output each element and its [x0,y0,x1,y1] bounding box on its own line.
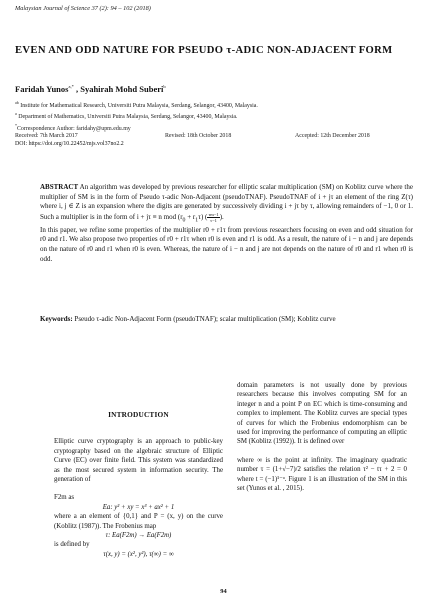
affiliation-text: Department of Mathematics, Universiti Putra Malaysia, Serdang, Selangor, 43400, Malaysia. [18,114,238,121]
affiliation-marker: a [15,111,17,117]
affiliation-a [15,99,435,110]
subscript: 1 [195,217,199,224]
intro-paragraph: where ∞ is the point at infinity. The imaginary quadratic number τ = (1+√−7)/2 satisfies the relation τ² − tτ + 2 = 0 where t = (−1)¹⁻ᵃ. Figure 1 is an illustration of the SM in this set (Yunos et al. , 2015). [237,456,407,493]
author-superscript: b [163,84,166,90]
intro-paragraph: domain parameters is not usually done by previous researchers because this involves computing SM for an integer n and a point P on EC which is time-consuming and complex to implement. The Koblitz curves are special types of curves for which the Frobenius endomorphism can be used for improving the performance of computing an elliptic SM (Koblitz (1992)). It is defined over [237,382,407,446]
abstract-text: τ) ( [198,212,208,221]
dates-row [15,133,435,140]
affiliation-marker: ab [15,100,19,105]
author-separator: , [73,84,81,94]
equation-frobenius-definition: τ(x, y) = (x², y²), τ(∞) = ∞ [103,550,174,558]
affiliation-marker: * [15,122,17,128]
left-column [54,410,223,559]
keywords [40,315,413,325]
right-column [237,381,407,493]
subscript: 0 [182,217,186,224]
abstract-text: An algorithm was developed by previous researcher for elliptic scalar multiplication (SM) on Koblitz curve where the multiplier of SM is in the form of Pseudo τ-adic Non-Adjacent (pseudoTNAF). PseudoTNAF of i + jτ an element of the ring Z(τ) where i, j ∈ Z is an expansion where the digits are generated by successively dividing i + jτ by τ, allowing remainders of −1, 0 or 1. Such a multiplier is in the form of i + jτ ≡ n mod (r [40,183,413,221]
paper-title: EVEN AND ODD NATURE FOR PSEUDO τ-ADIC NON-ADJACENT FORM [15,45,393,56]
equation-frobenius-map: τ: Ea(F2m) → Ea(F2m) [105,532,172,540]
abstract-text: ). [219,212,224,221]
intro-text: F2m as [54,494,75,502]
fraction-numerator: τm−1 [208,211,219,217]
affiliation-b [15,110,435,121]
fraction-denominator: τ−1 [210,217,217,223]
doi-link[interactable]: DOI: https://doi.org/10.22452/mjs.vol37no2.2 [15,140,124,147]
abstract-paragraph-2: In this paper, we refine some properties of the multiplier r0 + r1τ from previous researchers focusing on even and odd situation for r0 and r1. We also propose two properties of r0 + r1τ when r0 is even and r1 is odd. As a result, the nature of i − n and j are depends on the nature of r0 and r1 when r0 is even. Whereas, the nature of i − n and j are not depends on the nature of r0 and r1 when r0 is odd. [40,225,413,263]
affiliation-text: Institute for Mathematical Research, Universiti Putra Malaysia, Serdang, Selangor, 43400, Malaysia. [20,102,258,109]
doi-row [15,141,435,148]
author-line [15,84,166,94]
affiliations [15,99,435,148]
correspondence-text[interactable]: Correspondence Author: faridahy@upm.edu.my [17,125,131,132]
fraction [207,212,219,223]
abstract-paragraph-1 [40,183,413,226]
equation-curve: Ea: y² + xy = x³ + ax² + 1 [102,503,175,511]
author-superscript: a,* [68,84,74,90]
abstract-text: + r [185,212,196,221]
author-name: Faridah Yunos [15,84,69,94]
accepted-date: Accepted: 12th December 2018 [295,133,370,140]
abstract-label: ABSTRACT [40,183,79,191]
journal-header: Malaysian Journal of Science 37 (2): 94 – 102 (2018) [15,5,151,12]
author-name: Syahirah Mohd Suberi [80,84,164,94]
abstract [40,183,413,264]
intro-text: is defined by [54,541,90,549]
keywords-label: Keywords: [40,315,73,323]
section-heading-introduction: INTRODUCTION [108,410,169,419]
revised-date: Revised: 18th October 2018 [165,133,232,140]
keywords-text: Pseudo τ-adic Non-Adjacent Form (pseudoTNAF); scalar multiplication (SM); Koblitz curve [72,315,336,323]
received-date: Received: 7th March 2017 [15,133,78,140]
correspondence [15,122,435,133]
intro-paragraph: where a an element of {0,1} and P = (x, y) on the curve (Koblitz (1987)). The Frobenius map [54,513,223,530]
intro-paragraph: Elliptic curve cryptography is an approach to public-key cryptography based on the algebraic structure of Elliptic Curve (EC) over finite field. This system was standardized as the most secured system in information security. The generation of [54,438,223,484]
page-number: 94 [220,588,227,595]
